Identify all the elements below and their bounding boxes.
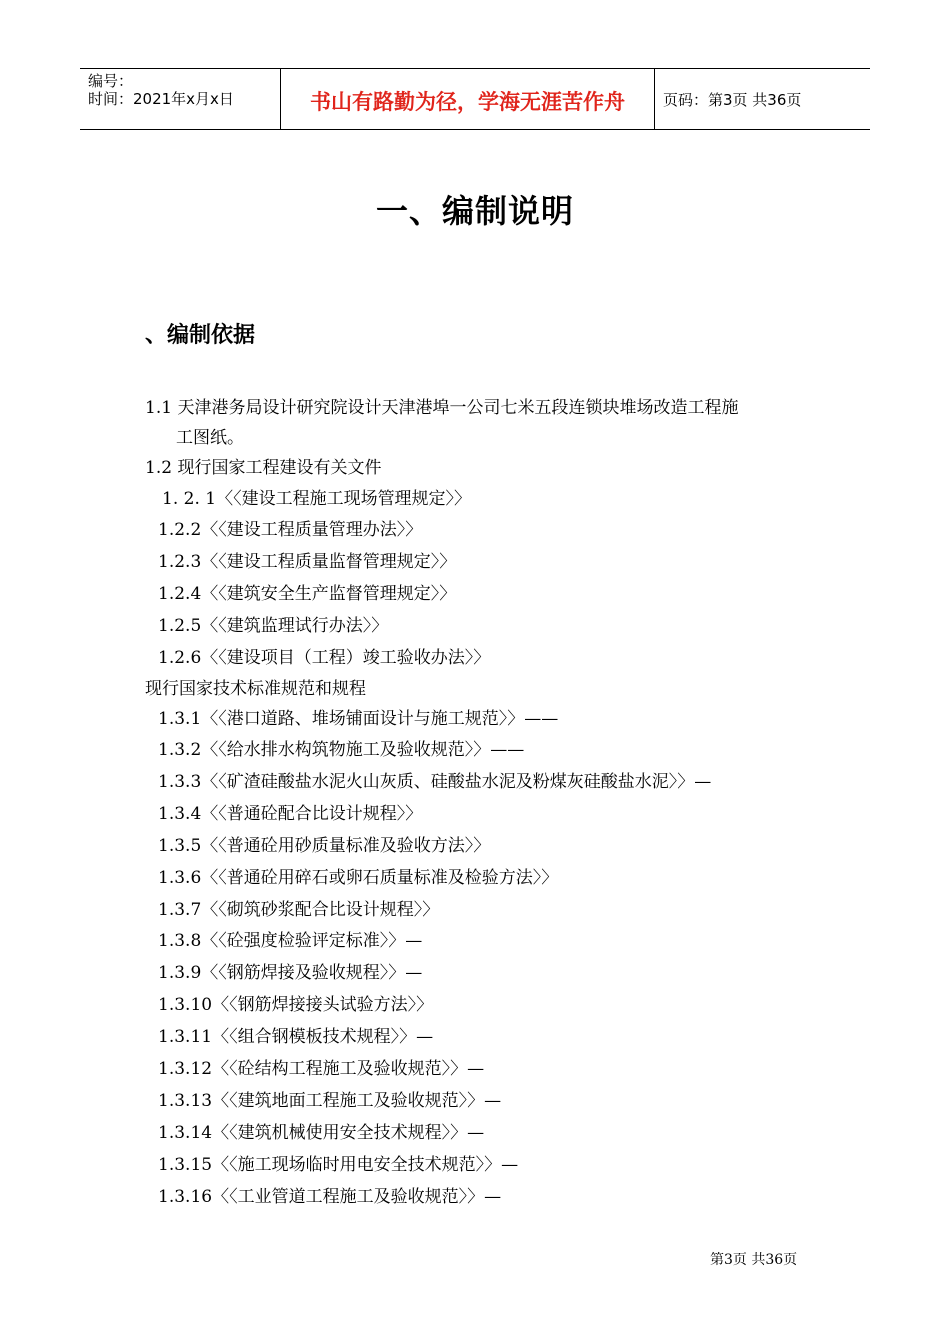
body-line: 1.3.10〈〈钢筋焊接接头试验方法〉〉 <box>158 995 434 1015</box>
body-line: 1.3.2〈〈给水排水构筑物施工及验收规范〉〉—— <box>158 740 525 760</box>
header-meta-cell <box>80 69 281 129</box>
body-line: 1.2.2〈〈建设工程质量管理办法〉〉 <box>158 520 423 540</box>
body-line: 1.3.12〈〈砼结构工程施工及验收规范〉〉— <box>158 1059 485 1079</box>
body-line: 1.3.5〈〈普通砼用砂质量标准及验收方法〉〉 <box>158 836 491 856</box>
body-line: 1.3.3〈〈矿渣硅酸盐水泥火山灰质、硅酸盐水泥及粉煤灰硅酸盐水泥〉〉— <box>158 772 712 792</box>
body-line: 1.3.14〈〈建筑机械使用安全技术规程〉〉— <box>158 1123 485 1143</box>
body-line: 1.3.11〈〈组合钢模板技术规程〉〉— <box>158 1027 434 1047</box>
document-time-label: 时间：2021年x月x日 <box>88 90 234 108</box>
body-line: 1.1 天津港务局设计研究院设计天津港埠一公司七米五段连锁块堆场改造工程施 <box>145 398 739 418</box>
page-header <box>80 68 870 130</box>
body-line: 1.3.1〈〈港口道路、堆场铺面设计与施工规范〉〉—— <box>158 709 559 729</box>
body-line: 1.2.4〈〈建筑安全生产监督管理规定〉〉 <box>158 584 457 604</box>
body-line: 1.3.16〈〈工业管道工程施工及验收规范〉〉— <box>158 1187 502 1207</box>
section-heading: 、编制依据 <box>145 323 256 348</box>
body-line: 1.3.9〈〈钢筋焊接及验收规程〉〉— <box>158 963 423 983</box>
body-line: 工图纸。 <box>176 428 244 448</box>
body-line: 1.3.15〈〈施工现场临时用电安全技术规范〉〉— <box>158 1155 519 1175</box>
page-title: 一、编制说明 <box>375 192 574 230</box>
body-line: 1.3.7〈〈砌筑砂浆配合比设计规程〉〉 <box>158 900 440 920</box>
body-line: 1.3.13〈〈建筑地面工程施工及验收规范〉〉— <box>158 1091 502 1111</box>
body-line: 1.3.4〈〈普通砼配合比设计规程〉〉 <box>158 804 423 824</box>
body-line: 现行国家技术标准规范和规程 <box>145 679 366 699</box>
body-line: 1.3.6〈〈普通砼用碎石或卵石质量标准及检验方法〉〉 <box>158 868 559 888</box>
header-page-cell <box>655 69 870 129</box>
page-footer: 第3页 共36页 <box>710 1252 798 1268</box>
body-line: 1. 2. 1〈〈建设工程施工现场管理规定〉〉 <box>162 489 472 509</box>
body-line: 1.2.6〈〈建设项目（工程）竣工验收办法〉〉 <box>158 648 491 668</box>
body-line: 1.2.5〈〈建筑监理试行办法〉〉 <box>158 616 389 636</box>
header-motto: 书山有路勤为径，学海无涯苦作舟 <box>310 90 625 114</box>
document-number-label: 编号： <box>88 72 134 90</box>
header-motto-cell <box>281 69 655 129</box>
body-line: 1.2.3〈〈建设工程质量监督管理规定〉〉 <box>158 552 457 572</box>
header-page-number: 页码：第3页 共36页 <box>663 91 802 109</box>
body-line: 1.2 现行国家工程建设有关文件 <box>145 458 382 478</box>
body-line: 1.3.8〈〈砼强度检验评定标准〉〉— <box>158 931 423 951</box>
